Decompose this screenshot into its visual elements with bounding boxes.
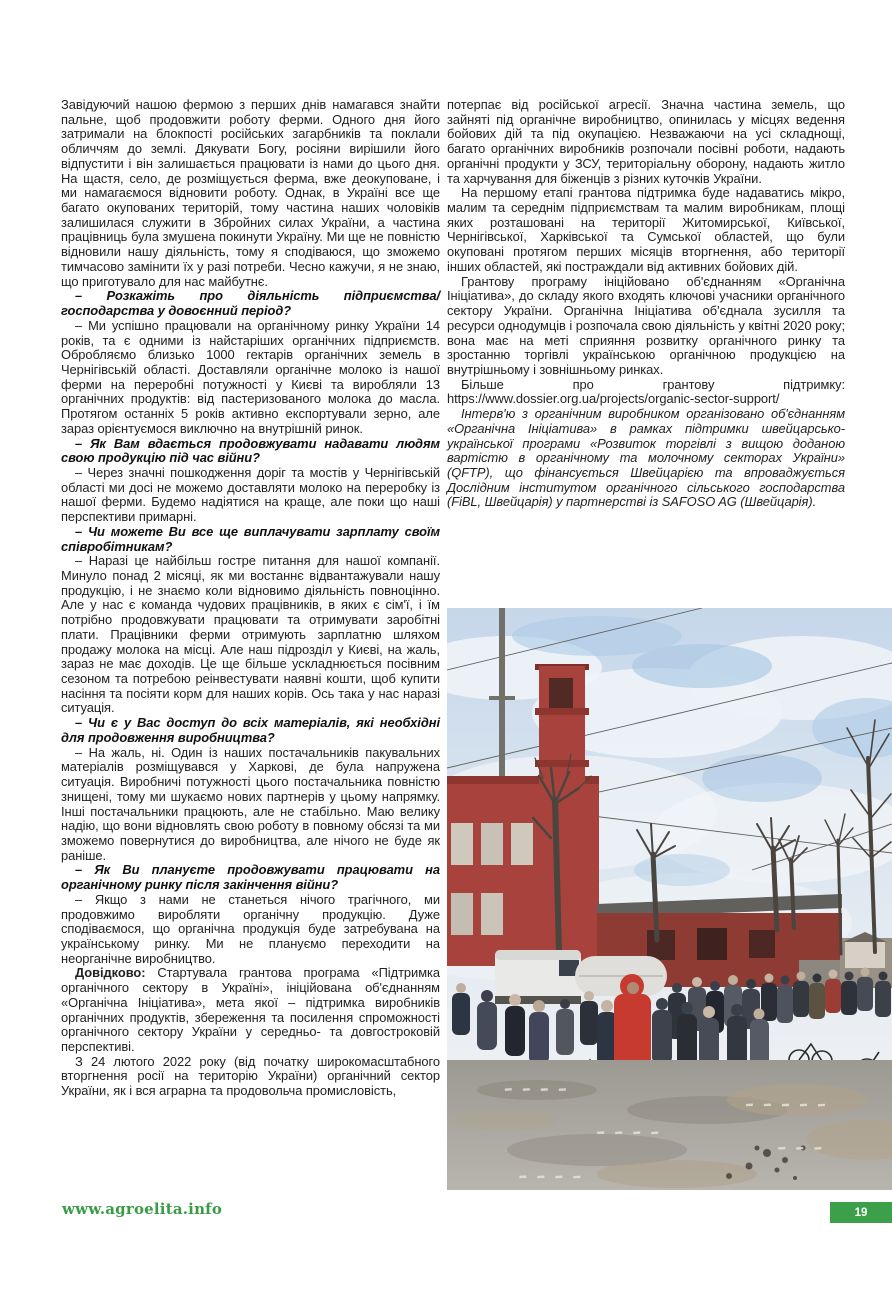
reference-label: Довідково: bbox=[75, 965, 146, 981]
paragraph: потерпає від російської агресії. Значна частина земель, що зайняті під органічне виробництво, опинилась у місцях ведення бойових дій та під окупацією. Незважаючи на усі складнощі, багато органічних виробників розпочали посівні роботи, надають органічні продукти у ЗСУ, територіальну оборону, надають житло та харчування для біженців з різних куточків України. bbox=[447, 97, 845, 186]
interview-answer: – Ми успішно працювали на органічному ринку України 14 років, та є одними із найстаріших органічних підприємств. Обробляємо близько 1000 гектарів органічних земель в Чернігівській області. Доставляли органічне молоко із нашої ферми на переробні потужності у Києві та виробляли 13 органічних продуктів: від пастеризованого молока до масла. Протягом останніх 5 років активно експортували зерно, але зараз орієнтуємося виключно на внутрішній ринок. bbox=[61, 317, 440, 436]
interview-question: – Чи є у Вас доступ до всіх матеріалів, які необхідні для продовження виробництва? bbox=[61, 715, 440, 745]
interview-answer: – Якщо з нами не станеться нічого трагічного, ми продовжимо виробляти органічну продукцію. Дуже сподіваємося, що органічна продукція буде затребувана на українському ринку. Ми не плануємо переходити на неорганічне виробництво. bbox=[61, 891, 440, 966]
footer-website-url: www.agroelita.info bbox=[62, 1200, 223, 1218]
paragraph: Завідуючий нашою фермою з перших днів намагався знайти пальне, щоб продовжити роботу ферми. Одного дня його затримали на блокпості російських загарбників та поклали обличчям до землі. Дякувати Богу, росіяни вирішили його відпустити і він залишається працювати із нами до цього дня. На щастя, село, де розміщується ферма, вже деокуповане, і ми намагаємося відновити роботу. Однак, в Україні все ще багато окупованих територій, тому частина наших чоловіків залишилася служити в Збройних силах України, а частина працівниць була змушена покинути Україну. Ми ще не повністю відновили нашу діяльність, тому я сподіваюся, що зможемо тимчасово замінити їх у разі потреби. Чесно кажучи, я не знаю, що приготувало для нас майбутнє. bbox=[61, 97, 440, 289]
grant-support-url: Більше про грантову підтримку: https://www.dossier.org.ua/projects/organic-sector-support/ bbox=[447, 376, 845, 407]
left-text-column bbox=[61, 98, 440, 1099]
page-number-badge: 19 bbox=[830, 1202, 892, 1223]
reference-note bbox=[61, 966, 440, 1054]
interview-answer: – Через значні пошкодження доріг та мостів у Чернігівській області ми досі не можемо доставляти молоко на переробку із нашої ферми. Будемо надіятися на краще, але поки що наші перспективи примарні. bbox=[61, 464, 440, 525]
photo-road bbox=[447, 1060, 892, 1190]
street-photo bbox=[447, 608, 892, 1190]
paragraph: З 24 лютого 2022 року (від початку широкомасштабного вторгнення росії на територію України) органічний сектор України, як і вся аграрна та продовольча промисловість, bbox=[61, 1053, 440, 1099]
interview-question: – Як Ви плануєте продовжувати працювати на органічному ринку після закінчення війни? bbox=[61, 862, 440, 893]
interview-answer: – Наразі це найбільш гостре питання для нашої компанії. Минуло понад 2 місяці, як ми востаннє відвантажували нашу продукцію, і не знаємо коли відновимо діяльність повноцінно. Але у нас є команда чудових працівників, в яких є сім'ї, і їм потрібно продовжувати працювати та отримувати заробітні плати. Працівники ферми отримують зарплатню шляхом продажу молока на місці. Але наш підрозділ у Києві, на жаль, зараз не має доходів. Це ще більше ускладнюється посівним сезоном та потребою реінвестувати наявні кошти, щоб купити насіння та посіяти корм для наших корів. Ось така у нас наразі ситуація. bbox=[61, 553, 440, 716]
interview-question: – Чи можете Ви все ще виплачувати зарплату своїм співробітникам? bbox=[61, 523, 440, 554]
paragraph: На першому етапі грантова підтримка буде надаватись мікро, малим та середнім підприємствам та малим виробникам, площі яких розташовані на території Житомирської, Київської, Чернігівської, Харківської та Сумської областей, що були окуповані протягом перших місяців вторгнення, або території інших областей, які постраждали від активних бойових дій. bbox=[447, 185, 845, 274]
paragraph: Грантову програму ініційовано об'єднанням «Органічна Ініціатива», до складу якого входять ключові учасники органічного сектору України. Органічна Ініціатива об'єднала зусилля та ресурси однодумців і розпочала свою діяльність у квітні 2020 року; вона має на меті сприяння розвитку органічного ринку та зростанню торгівлі українською органічною продукцією на внутрішньому і зовнішньому ринках. bbox=[447, 273, 845, 377]
right-text-column bbox=[447, 98, 845, 510]
interview-question: – Розкажіть про діяльність підприємства/господарства у довоєнний період? bbox=[61, 288, 440, 319]
credit-note: Інтерв'ю з органічним виробником організовано об'єднанням «Органічна Ініціатива» в рамках підтримки швейцарсько-української програми «Розвиток торгівлі з вищою доданою вартістю в органічному та молочному секторах України» (QFTP), що фінансується Швейцарією та впроваджується Дослідним інститутом органічного сільського господарства (FiBL, Швейцарія) у партнерстві із SAFOSO AG (Швейцарія). bbox=[447, 406, 845, 510]
reference-text: Стартувала грантова програма «Підтримка органічного сектору в Україні», ініційована об'єднанням «Органічна Ініціатива», мета якої – підтримка виробників органічних продуктів, збереження та посилення спроможності органічного сектору України у середньо- та довгостроковій перспективі. bbox=[61, 965, 440, 1054]
interview-answer: – На жаль, ні. Один із наших постачальників пакувальних матеріалів розміщувався у Харкові, де була напружена ситуація. Виробничі потужності цього постачальника повністю знищені, тому ми шукаємо нових партнерів у цьому напрямку. Інші постачальники працюють, але не стабільно. Маю велику надію, що вони відновлять свою роботу в повному обсязі та ми зможемо повернутися до виробництва, але нічого не буде як раніше. bbox=[61, 744, 440, 863]
interview-question: – Як Вам вдається продовжувати надавати людям свою продукцію під час війни? bbox=[61, 435, 440, 466]
